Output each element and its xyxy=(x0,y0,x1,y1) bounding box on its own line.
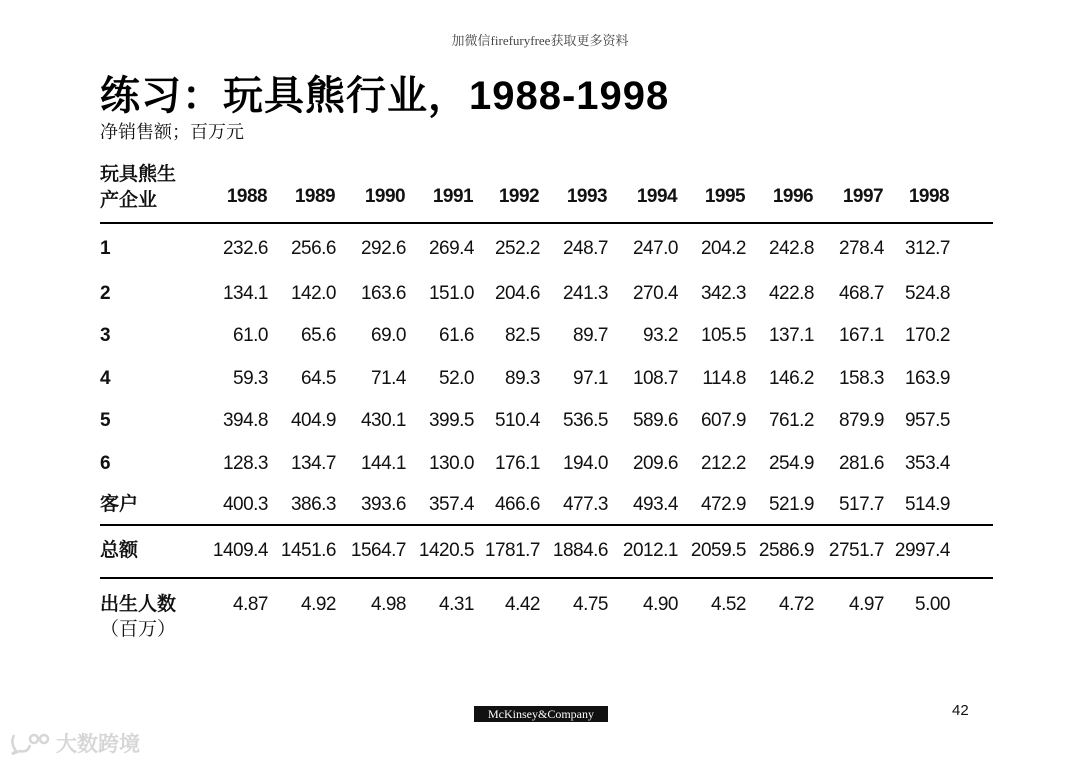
table-cell: 241.3 xyxy=(562,283,608,304)
table-cell: 167.1 xyxy=(838,325,884,346)
watermark-text: 大数跨境 xyxy=(56,733,140,756)
column-header-year: 1989 xyxy=(294,186,336,207)
table-cell: 176.1 xyxy=(494,453,540,474)
table-cell: 400.3 xyxy=(222,494,268,515)
table-cell: 278.4 xyxy=(838,238,884,259)
births-cell: 5.00 xyxy=(915,594,950,615)
total-cell: 2751.7 xyxy=(828,540,884,561)
column-header-year: 1988 xyxy=(226,186,268,207)
table-cell: 151.0 xyxy=(428,283,474,304)
table-cell: 269.4 xyxy=(428,238,474,259)
table-cell: 194.0 xyxy=(562,453,608,474)
table-cell: 130.0 xyxy=(428,453,474,474)
table-cell: 105.5 xyxy=(700,325,746,346)
table-cell: 393.6 xyxy=(360,494,406,515)
total-cell: 1420.5 xyxy=(418,540,474,561)
table-cell: 232.6 xyxy=(222,238,268,259)
chat-bubble-icon xyxy=(8,731,52,755)
column-header-year: 1995 xyxy=(704,186,746,207)
row-label: 5 xyxy=(100,410,111,431)
column-header-year: 1998 xyxy=(908,186,950,207)
births-cell: 4.98 xyxy=(371,594,406,615)
table-cell: 247.0 xyxy=(632,238,678,259)
table-cell: 170.2 xyxy=(904,325,950,346)
total-cell: 2059.5 xyxy=(690,540,746,561)
table-cell: 71.4 xyxy=(371,368,406,389)
table-cell: 163.9 xyxy=(904,368,950,389)
row-label: 3 xyxy=(100,325,111,346)
table-cell: 89.3 xyxy=(505,368,540,389)
births-label-unit: （百万） xyxy=(100,619,177,640)
table-cell: 114.8 xyxy=(702,368,746,389)
table-cell: 89.7 xyxy=(573,325,608,346)
total-cell: 1564.7 xyxy=(350,540,406,561)
table-cell: 422.8 xyxy=(768,283,814,304)
births-cell: 4.52 xyxy=(711,594,746,615)
births-cell: 4.31 xyxy=(439,594,474,615)
column-header-year: 1991 xyxy=(432,186,474,207)
watermark xyxy=(8,728,140,758)
table-cell: 493.4 xyxy=(632,494,678,515)
births-cell: 4.75 xyxy=(573,594,608,615)
column-header-year: 1992 xyxy=(498,186,540,207)
table-cell: 146.2 xyxy=(768,368,814,389)
table-cell: 468.7 xyxy=(838,283,884,304)
page-subtitle: 净销售额；百万元 xyxy=(100,122,244,142)
table-cell: 163.6 xyxy=(360,283,406,304)
table-cell: 761.2 xyxy=(768,410,814,431)
table-cell: 209.6 xyxy=(632,453,678,474)
total-label: 总额 xyxy=(100,540,139,561)
page-number: 42 xyxy=(952,702,969,719)
row-label: 4 xyxy=(100,368,111,389)
column-header-year: 1996 xyxy=(772,186,814,207)
table-cell: 248.7 xyxy=(562,238,608,259)
total-cell: 1451.6 xyxy=(280,540,336,561)
total-cell: 2997.4 xyxy=(894,540,950,561)
table-cell: 204.6 xyxy=(494,283,540,304)
table-cell: 97.1 xyxy=(573,368,608,389)
table-cell: 108.7 xyxy=(632,368,678,389)
table-cell: 514.9 xyxy=(904,494,950,515)
table-cell: 386.3 xyxy=(290,494,336,515)
table-cell: 144.1 xyxy=(360,453,406,474)
table-cell: 212.2 xyxy=(700,453,746,474)
table-cell: 589.6 xyxy=(632,410,678,431)
table-cell: 137.1 xyxy=(768,325,814,346)
total-cell: 1781.7 xyxy=(484,540,540,561)
table-cell: 394.8 xyxy=(222,410,268,431)
column-header-year: 1997 xyxy=(842,186,884,207)
column-header-year: 1994 xyxy=(636,186,678,207)
row-label: 2 xyxy=(100,283,111,304)
total-cell: 1409.4 xyxy=(212,540,268,561)
page-title: 练习：玩具熊行业，1988-1998 xyxy=(100,74,670,118)
table-cell: 292.6 xyxy=(360,238,406,259)
column-header-year: 1993 xyxy=(566,186,608,207)
table-cell: 59.3 xyxy=(233,368,268,389)
births-cell: 4.92 xyxy=(301,594,336,615)
table-cell: 93.2 xyxy=(643,325,678,346)
table-cell: 61.6 xyxy=(439,325,474,346)
births-cell: 4.42 xyxy=(505,594,540,615)
table-cell: 252.2 xyxy=(494,238,540,259)
table-cell: 312.7 xyxy=(904,238,950,259)
table-cell: 134.1 xyxy=(222,283,268,304)
table-cell: 281.6 xyxy=(838,453,884,474)
table-cell: 254.9 xyxy=(768,453,814,474)
row-label: 客户 xyxy=(100,494,139,515)
table-cell: 65.6 xyxy=(301,325,336,346)
mckinsey-logo: McKinsey&Company xyxy=(474,706,608,722)
table-cell: 242.8 xyxy=(768,238,814,259)
births-cell: 4.90 xyxy=(643,594,678,615)
table-cell: 52.0 xyxy=(439,368,474,389)
table-cell: 607.9 xyxy=(700,410,746,431)
table-cell: 472.9 xyxy=(700,494,746,515)
table-cell: 510.4 xyxy=(494,410,540,431)
births-rule xyxy=(100,577,993,579)
table-cell: 466.6 xyxy=(494,494,540,515)
births-cell: 4.72 xyxy=(779,594,814,615)
table-cell: 357.4 xyxy=(428,494,474,515)
table-cell: 521.9 xyxy=(768,494,814,515)
column-header-year: 1990 xyxy=(364,186,406,207)
total-cell: 2012.1 xyxy=(622,540,678,561)
births-label: 出生人数 xyxy=(100,594,177,615)
table-cell: 69.0 xyxy=(371,325,406,346)
total-rule xyxy=(100,524,993,526)
births-cell: 4.97 xyxy=(849,594,884,615)
table-cell: 517.7 xyxy=(838,494,884,515)
header-rule xyxy=(100,222,993,224)
table-cell: 536.5 xyxy=(562,410,608,431)
table-cell: 399.5 xyxy=(428,410,474,431)
table-cell: 204.2 xyxy=(700,238,746,259)
table-cell: 342.3 xyxy=(700,283,746,304)
table-cell: 128.3 xyxy=(222,453,268,474)
table-cell: 142.0 xyxy=(290,283,336,304)
table-cell: 61.0 xyxy=(233,325,268,346)
table-cell: 879.9 xyxy=(838,410,884,431)
total-cell: 2586.9 xyxy=(758,540,814,561)
table-cell: 404.9 xyxy=(290,410,336,431)
row-label: 6 xyxy=(100,453,111,474)
table-cell: 270.4 xyxy=(632,283,678,304)
table-cell: 256.6 xyxy=(290,238,336,259)
table-cell: 353.4 xyxy=(904,453,950,474)
table-cell: 477.3 xyxy=(562,494,608,515)
table-cell: 158.3 xyxy=(838,368,884,389)
table-cell: 82.5 xyxy=(505,325,540,346)
table-cell: 134.7 xyxy=(290,453,336,474)
table-cell: 64.5 xyxy=(301,368,336,389)
births-cell: 4.87 xyxy=(233,594,268,615)
column-header-company: 玩具熊生 产企业 xyxy=(100,164,177,211)
table-cell: 957.5 xyxy=(904,410,950,431)
top-note: 加微信firefuryfree获取更多资料 xyxy=(451,33,629,48)
total-cell: 1884.6 xyxy=(552,540,608,561)
table-cell: 430.1 xyxy=(360,410,406,431)
table-cell: 524.8 xyxy=(904,283,950,304)
row-label: 1 xyxy=(100,238,111,259)
